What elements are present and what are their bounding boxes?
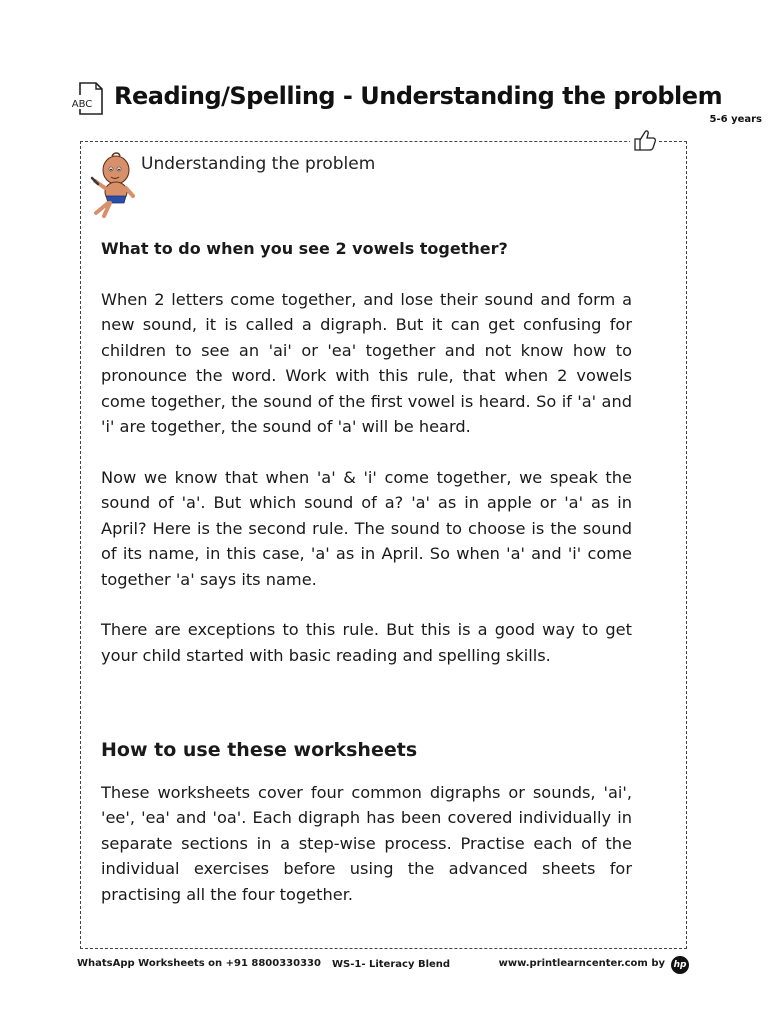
document-icon	[68, 80, 106, 118]
hp-logo-icon: hp	[671, 956, 689, 974]
footer-website: www.printlearncenter.com by	[498, 958, 665, 969]
paragraph-worksheets: These worksheets cover four common digraphs or sounds, 'ai', 'ee', 'ea' and 'oa'. Each digraph has been covered individually in separate sections in a step-wise process. Practise each of the individual exercises before using the advanced sheets for practising all the four together.	[101, 782, 632, 904]
thumbs-up-icon	[630, 128, 658, 152]
article-body	[101, 236, 632, 932]
page-header	[68, 80, 723, 120]
footer-sheet-id: WS-1- Literacy Blend	[332, 959, 451, 970]
mascot-illustration	[86, 150, 140, 218]
paragraph-exceptions: There are exceptions to this rule. But this is a good way to get your child started with basic reading and spelling skills.	[101, 620, 632, 665]
icon-abc-text: ABC	[71, 99, 93, 110]
page-title: Reading/Spelling - Understanding the problem	[114, 82, 723, 110]
page-footer	[77, 956, 689, 976]
worksheets-heading: How to use these worksheets	[101, 739, 418, 761]
question-heading: What to do when you see 2 vowels together?	[101, 239, 508, 258]
section-subheading: Understanding the problem	[141, 154, 376, 174]
age-label: 5-6 years	[709, 114, 762, 125]
paragraph-digraph: When 2 letters come together, and lose their sound and form a new sound, it is called a digraph. But it can get confusing for children to see an 'ai' or 'ea' together and not know how to pronounce the word. Work with this rule, that when 2 vowels come together, the sound of the first vowel is heard. So if 'a' and 'i' are together, the sound of 'a' will be heard.	[101, 289, 632, 436]
footer-whatsapp: WhatsApp Worksheets on +91 8800330330	[77, 958, 321, 969]
paragraph-second-rule: Now we know that when 'a' & 'i' come together, we speak the sound of 'a'. But which sound of a? 'a' as in apple or 'a' as in April? Here is the second rule. The sound to choose is the sound of its name, in this case, 'a' as in April. So when 'a' and 'i' come together 'a' says its name.	[101, 467, 632, 589]
